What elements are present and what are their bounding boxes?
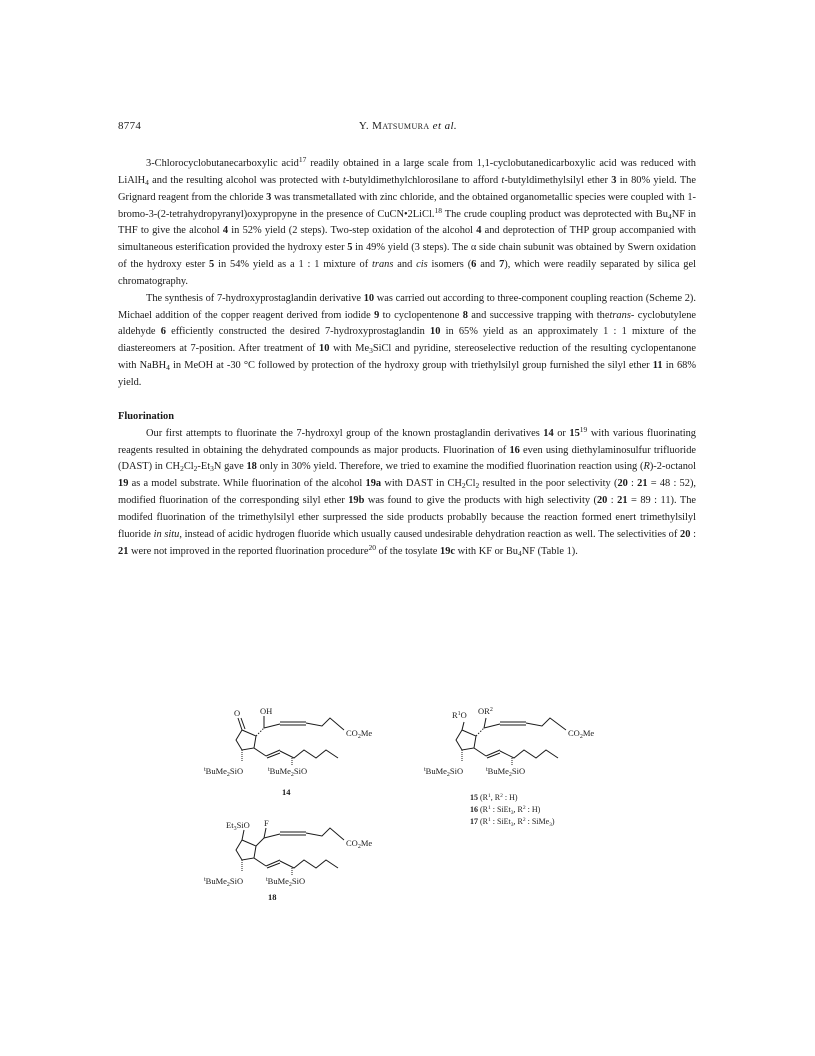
s15-r1o: $R^1O$ <box>452 710 467 720</box>
s18-ester: $CO_2Me$ <box>346 838 373 850</box>
paragraph-three-component-coupling: The synthesis of 7-hydroxyprostaglandin derivative 10 was carried out according to three-component coupling reaction (Scheme 2). Michael addition of the copper reagent derived from iodide 9 to cyclopentenone 8 and successive trapping with thetrans- cyclobutylene aldehyde 6 efficiently constructed the desired 7-hydroxyprostaglandin 10 in 65% yield as an approximately 1 : 1 mixture of the diastereomers at 7-position. After treatment of 10 with $Me_3SiCl$ and pyridine, stereoselective reduction of the resulting cyclopentanone with NaBH$_4$ in MeOH at -30 °C followed by protection of the hydroxy group with triethylsilyl group furnished the silyl ether 11 in 68% yield. <box>118 292 696 388</box>
inline-i: t <box>342 174 346 186</box>
s14-hydroxy: OH <box>260 706 273 716</box>
inline-sup: 20 <box>368 542 376 552</box>
inline-b: 7 <box>499 259 505 271</box>
inline-i: t <box>501 174 505 186</box>
s15-label-16: 16 ($R^1$ : SiEt$_3$, $R^2$ : H) <box>470 805 541 816</box>
inline-i: trans <box>609 309 631 321</box>
structure-15-bonds <box>456 718 566 766</box>
page-number: 8774 <box>118 120 142 132</box>
running-title <box>118 120 698 132</box>
s14-silyl-right: $^t$BuMe$_2$SiO <box>268 766 308 778</box>
inline-b: 16 <box>509 444 520 456</box>
s15-label-15: 15 ($R^1$, $R^2$ : H) <box>470 793 518 802</box>
inline-b: 15 <box>569 427 580 439</box>
inline-b: 19c <box>440 545 456 557</box>
section-heading-fluorination: Fluorination <box>118 410 175 422</box>
inline-b: 19a <box>365 478 382 490</box>
inline-b: 20 <box>596 495 608 507</box>
inline-sub: 4 <box>667 211 672 221</box>
inline-b: 19b <box>348 495 365 507</box>
inline-i: cis <box>416 259 428 271</box>
author-suffix: et al. <box>429 120 458 132</box>
inline-sup: 18 <box>434 205 442 215</box>
inline-sub: 4 <box>145 177 149 187</box>
author-surname: Matsumura <box>372 120 430 132</box>
inline-b: 3 <box>611 174 617 186</box>
inline-sub: 2 <box>475 481 480 491</box>
inline-b: 14 <box>543 427 554 439</box>
inline-b: 20 <box>617 478 628 490</box>
s18-et3sio: $Et_3SiO$ <box>226 820 250 832</box>
structure-14-bonds <box>236 716 344 766</box>
inline-b: 8 <box>462 309 468 321</box>
inline-b: 9 <box>374 309 380 321</box>
inline-sub: 2 <box>180 464 184 474</box>
inline-b: 18 <box>246 461 257 473</box>
inline-sub: 3 <box>210 464 214 474</box>
structure-18-bonds <box>236 828 344 876</box>
inline-sub: 2 <box>193 464 198 474</box>
inline-b: 10 <box>430 326 441 338</box>
inline-b: 5 <box>347 242 353 254</box>
paragraph-fluorination: Our first attempts to fluorinate the 7-hydroxyl group of the known prostaglandin derivatives 14 or $15^{19}$ with various fluorinating reagents resulted in obtaining the dehydrated compounds as major products. Fluorination of 16 even using diethylaminosulfur trifluoride (DAST) in $CH_2Cl_2-Et_3N$ gave 18 only in 30% yield. Therefore, we tried to examine the modified fluorination reaction using (R)-2-octanol 19 as a model substrate. While fluorination of the alcohol 19a with DAST in $CH_2Cl_2$ resulted in the poor selectivity (20 : 21 = 48 : 52), modified fluorination of the corresponding silyl ether 19b was found to give the products with high selectivity (20 : 21 = 89 : 11). The modifed fluorination of the trimethylsilyl ether surpressed the side products probablly because the reaction formed enert trimethylsilyl fluoride in situ, instead of acidic hydrogen fluoride which usually caused undesirable dehydration reaction as well. The selectivities of 20 : 21 were not improved in the reported fluorination procedure$^{20}$ of the tosylate 19c with KF or $Bu_4NF$ (Table 1). <box>118 424 697 558</box>
inline-sup: 19 <box>579 424 588 434</box>
s15-silyl-left: $^t$BuMe$_2$SiO <box>424 766 464 778</box>
paragraph-synthesis-side-chain: 3-Chlorocyclobutanecarboxylic acid$^{17}$ readily obtained in a large scale from 1,1-cyclobutanedicarboxylic acid was reduced with LiAlH$_4$ and the resulting alcohol was protected with t-butyldimethylchlorosilane to afford t-butyldimethylsilyl ether 3 in 80% yield. The Grignard reagent from the chloride 3 was transmetallated with zinc chloride, and the obtained organometallic species were coupled with 1-bromo-3-(2-tetrahydropyranyl)oxypropyne in the presence of CuCN•2LiCl.$^{18}$ The crude coupling product was deprotected with $Bu_4NF$ in THF to give the alcohol 4 in 52% yield (2 steps). Two-step oxidation of the alcohol 4 and deprotection of THP group accompanied with simultaneous esterification provided the hydroxy ester 5 in 49% yield (3 steps). The α side chain subunit was obtained by Swern oxidation of the hydroxy ester 5 in 54% yield as a 1 : 1 mixture of trans and cis isomers (6 and 7), which were readily separated by silica gel chromatography. <box>118 155 697 287</box>
inline-b: 20 <box>680 528 691 540</box>
s15-label-17: 17 ($R^1$ : SiEt$_3$, $R^2$ : SiMe$_3$) <box>470 817 555 828</box>
inline-b: 19 <box>118 478 129 490</box>
inline-sub: 3 <box>369 346 373 356</box>
inline-b: 6 <box>160 326 166 338</box>
inline-b: 4 <box>222 225 229 237</box>
s18-label: 18 <box>268 892 277 902</box>
inline-b: 21 <box>118 545 129 557</box>
s18-fluoro: F <box>264 818 269 828</box>
s18-silyl-right: $^t$BuMe$_2$SiO <box>266 876 306 888</box>
inline-sup: 17 <box>298 155 307 164</box>
s18-silyl-left: $^t$BuMe$_2$SiO <box>204 876 244 888</box>
inline-sub: 2 <box>461 481 466 491</box>
inline-b: 3 <box>266 191 272 203</box>
inline-b: 21 <box>617 495 628 507</box>
s14-oxo: O <box>234 708 241 718</box>
chemical-structures-svg <box>180 700 640 910</box>
inline-b: 6 <box>471 259 477 271</box>
inline-b: 11 <box>652 360 663 372</box>
s14-silyl-left: $^t$BuMe$_2$SiO <box>204 766 244 778</box>
inline-b: 21 <box>637 478 648 490</box>
inline-b: 10 <box>319 343 330 355</box>
s15-ester: $CO_2Me$ <box>568 728 595 740</box>
author-prefix: Y. <box>358 120 373 132</box>
inline-i: in situ <box>153 528 180 540</box>
s14-ester: $CO_2Me$ <box>346 728 373 740</box>
inline-i: R <box>643 461 650 473</box>
inline-b: 5 <box>209 259 215 271</box>
inline-b: 10 <box>363 292 375 304</box>
inline-i: trans <box>372 259 394 271</box>
running-header <box>118 120 698 136</box>
s15-silyl-right: $^t$BuMe$_2$SiO <box>486 766 526 778</box>
inline-b: 4 <box>476 225 482 237</box>
inline-sub: 4 <box>166 363 170 373</box>
inline-sub: 4 <box>517 548 522 558</box>
s15-or2: $OR^2$ <box>478 706 493 716</box>
structure-figures <box>180 700 640 910</box>
s14-label: 14 <box>282 787 291 797</box>
article-body <box>118 156 696 560</box>
